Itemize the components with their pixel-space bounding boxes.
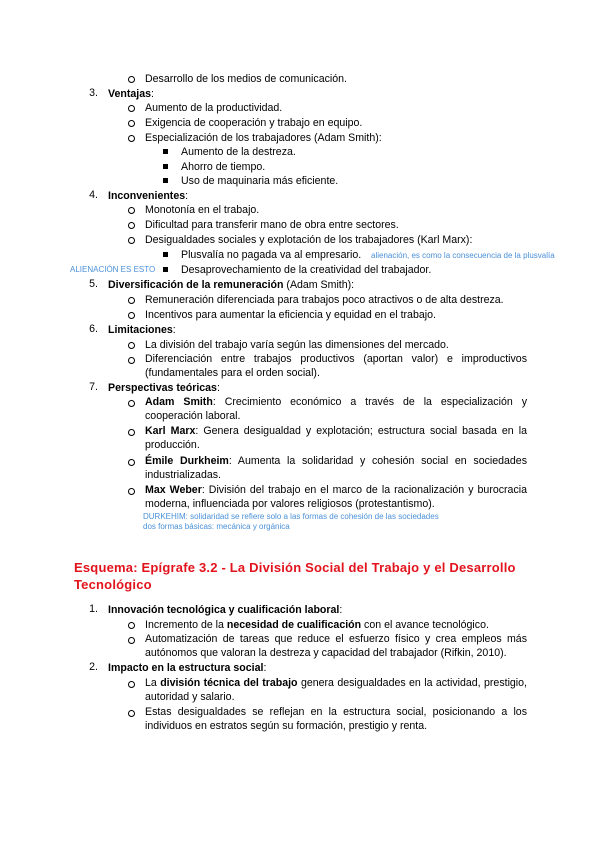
- list-item: Especialización de los trabajadores (Adam Smith):: [145, 132, 382, 144]
- circle-bullet: [128, 357, 135, 364]
- list-item: Desarrollo de los medios de comunicación.: [145, 73, 347, 85]
- list-number: 3.: [89, 87, 98, 99]
- circle-bullet: [128, 297, 135, 304]
- list-item: Uso de maquinaria más eficiente.: [181, 175, 339, 187]
- section-title-innovacion: Innovación tecnológica y cualificación laboral:: [108, 604, 343, 616]
- theory-max-weber: Max Weber: División del trabajo en el marco de la racionalización y burocracia moderna, influenciada por valores religiosos (protestantismo).: [145, 484, 527, 510]
- section-heading: Esquema: Epígrafe 3.2 - La División Social del Trabajo y el Desarrollo Tecnológico: [74, 560, 516, 592]
- circle-bullet: [128, 105, 135, 112]
- circle-bullet: [128, 400, 135, 407]
- square-bullet: [163, 149, 168, 154]
- list-item: Aumento de la productividad.: [145, 102, 283, 114]
- section-title-inconvenientes: Inconvenientes:: [108, 190, 189, 202]
- theory-adam-smith: Adam Smith: Crecimiento económico a través de la especialización y cooperación laboral.: [145, 396, 527, 422]
- circle-bullet: [128, 312, 135, 319]
- list-item: Incentivos para aumentar la eficiencia y equidad en el trabajo.: [145, 309, 436, 321]
- section-title-perspectivas: Perspectivas teóricas:: [108, 382, 220, 394]
- list-item: Desigualdades sociales y explotación de los trabajadores (Karl Marx):: [145, 234, 473, 246]
- theory-karl-marx: Karl Marx: Genera desigualdad y explotación; estructura social basada en la producción.: [145, 425, 527, 451]
- margin-annotation: dos formas básicas: mecánica y orgánica: [143, 522, 290, 531]
- section-title-limitaciones: Limitaciones:: [108, 324, 176, 336]
- list-item: La división del trabajo varía según las dimensiones del mercado.: [145, 339, 449, 351]
- square-bullet: [163, 178, 168, 183]
- theory-durkheim: Émile Durkheim: Aumenta la solidaridad y cohesión social en sociedades industrializadas.: [145, 455, 527, 481]
- circle-bullet: [128, 222, 135, 229]
- list-item: Incremento de la necesidad de cualificación con el avance tecnológico.: [145, 619, 489, 631]
- circle-bullet: [128, 76, 135, 83]
- circle-bullet: [128, 237, 135, 244]
- list-item: Ahorro de tiempo.: [181, 161, 266, 173]
- list-number: 4.: [89, 189, 98, 201]
- circle-bullet: [128, 342, 135, 349]
- circle-bullet: [128, 207, 135, 214]
- circle-bullet: [128, 710, 135, 717]
- circle-bullet: [128, 135, 135, 142]
- list-item: Aumento de la destreza.: [181, 146, 296, 158]
- circle-bullet: [128, 622, 135, 629]
- list-item: Estas desigualdades se reflejan en la estructura social, posicionando a los individuos en estratos según su formación, prestigio y renta.: [145, 706, 527, 732]
- list-number: 5.: [89, 278, 98, 290]
- margin-annotation: ALIENACIÓN ES ESTO: [70, 265, 156, 274]
- circle-bullet: [128, 120, 135, 127]
- square-bullet: [163, 252, 168, 257]
- margin-annotation: DURKEHIM: solidaridad se refiere solo a las formas de cohesión de las sociedades: [143, 512, 439, 521]
- square-bullet: [163, 164, 168, 169]
- margin-annotation: alienación, es como la consecuencia de la plusvalía: [371, 251, 555, 260]
- list-number: 2.: [89, 661, 98, 673]
- section-title-diversificacion: Diversificación de la remuneración (Adam Smith):: [108, 279, 355, 291]
- circle-bullet: [128, 681, 135, 688]
- section-title-ventajas: Ventajas:: [108, 88, 154, 100]
- list-item: Monotonía en el trabajo.: [145, 204, 260, 216]
- list-item: Exigencia de cooperación y trabajo en equipo.: [145, 117, 363, 129]
- list-item: Remuneración diferenciada para trabajos poco atractivos o de alta destreza.: [145, 294, 504, 306]
- list-item: Plusvalía no pagada va al empresario.: [181, 249, 362, 261]
- list-item: Dificultad para transferir mano de obra entre sectores.: [145, 219, 399, 231]
- list-number: 7.: [89, 381, 98, 393]
- list-number: 1.: [89, 603, 98, 615]
- circle-bullet: [128, 637, 135, 644]
- circle-bullet: [128, 429, 135, 436]
- list-item: Automatización de tareas que reduce el esfuerzo físico y crea empleos más autónomos que valoran la destreza y capacidad del trabajador (Rifkin, 2010).: [145, 633, 527, 659]
- circle-bullet: [128, 488, 135, 495]
- circle-bullet: [128, 459, 135, 466]
- list-number: 6.: [89, 323, 98, 335]
- list-item: La división técnica del trabajo genera desigualdades en la actividad, prestigio, autoridad y salario.: [145, 677, 527, 703]
- square-bullet: [163, 267, 168, 272]
- list-item: Desaprovechamiento de la creatividad del trabajador.: [181, 264, 432, 276]
- section-title-impacto: Impacto en la estructura social:: [108, 662, 267, 674]
- list-item: Diferenciación entre trabajos productivos (aportan valor) e improductivos (fundamentales para el orden social).: [145, 353, 527, 379]
